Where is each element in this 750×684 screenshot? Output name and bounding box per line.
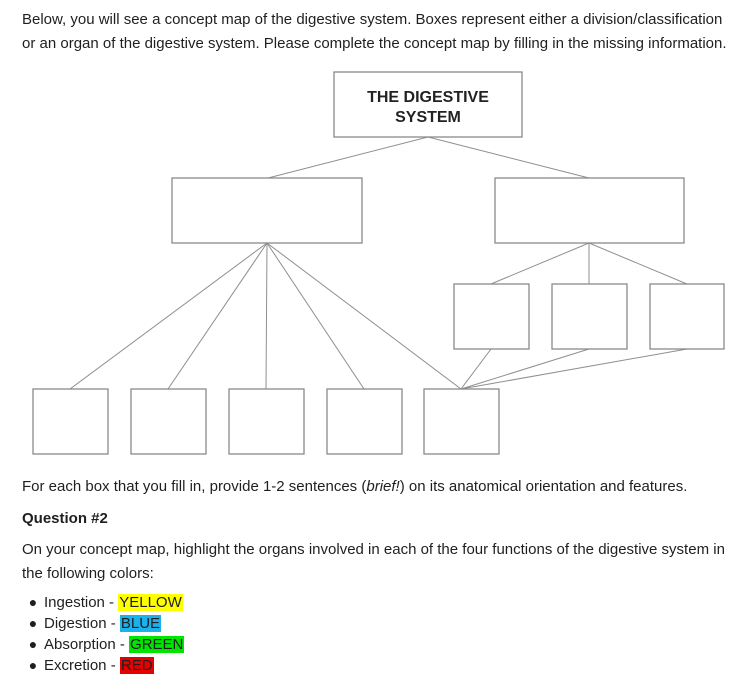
- connector-line: [267, 243, 461, 389]
- function-label: Absorption -: [44, 636, 130, 653]
- bullet-icon: ●: [28, 594, 38, 610]
- organ-box[interactable]: [552, 284, 627, 349]
- connector-line: [461, 349, 687, 389]
- connector-line: [428, 137, 589, 178]
- color-highlight: YELLOW: [119, 594, 182, 611]
- connector-line: [267, 243, 364, 389]
- intro-text: Below, you will see a concept map of the digestive system. Boxes represent either a division/classification or an organ of the digestive system. Please complete the concept map by filling in the missing information.: [22, 11, 727, 52]
- connector-line: [268, 137, 428, 178]
- connector-line: [461, 349, 491, 389]
- connector-line: [168, 243, 267, 389]
- function-label: Excretion -: [44, 657, 120, 674]
- list-item: [22, 634, 184, 655]
- instruction-before: For each box that you fill in, provide 1-2 sentences (: [22, 478, 367, 495]
- root-label-line1: THE DIGESTIVE: [367, 89, 489, 106]
- list-item: [22, 655, 184, 676]
- connector-line: [589, 243, 687, 284]
- connector-lines: [70, 137, 687, 389]
- instruction-emphasis: brief!: [366, 478, 400, 495]
- root-label-line2: SYSTEM: [395, 109, 461, 126]
- function-label: Digestion -: [44, 615, 120, 632]
- division-box[interactable]: [495, 178, 684, 243]
- organ-box[interactable]: [229, 389, 304, 454]
- organ-box[interactable]: [424, 389, 499, 454]
- organ-box[interactable]: [454, 284, 529, 349]
- root-box: [334, 72, 522, 137]
- bullet-icon: ●: [28, 636, 38, 652]
- bullet-icon: ●: [28, 657, 38, 673]
- connector-line: [491, 243, 589, 284]
- color-highlight: BLUE: [120, 615, 161, 632]
- organ-box[interactable]: [33, 389, 108, 454]
- organ-box[interactable]: [327, 389, 402, 454]
- organ-box[interactable]: [131, 389, 206, 454]
- question-heading: Question #2: [22, 510, 108, 527]
- list-item: [22, 613, 184, 634]
- organ-box[interactable]: [650, 284, 724, 349]
- function-label: Ingestion -: [44, 594, 119, 611]
- connector-line: [461, 349, 589, 389]
- connector-line: [266, 243, 267, 389]
- prompt-text: On your concept map, highlight the organs involved in each of the four functions of the digestive system in the following colors:: [22, 541, 725, 582]
- connector-line: [70, 243, 267, 389]
- color-highlight: GREEN: [130, 636, 184, 653]
- bullet-icon: ●: [28, 615, 38, 631]
- function-color-list: [22, 592, 184, 676]
- instruction-text: [22, 476, 737, 498]
- division-box[interactable]: [172, 178, 362, 243]
- color-highlight: RED: [120, 657, 153, 674]
- instruction-after: ) on its anatomical orientation and features.: [399, 478, 688, 495]
- list-item: [22, 592, 184, 613]
